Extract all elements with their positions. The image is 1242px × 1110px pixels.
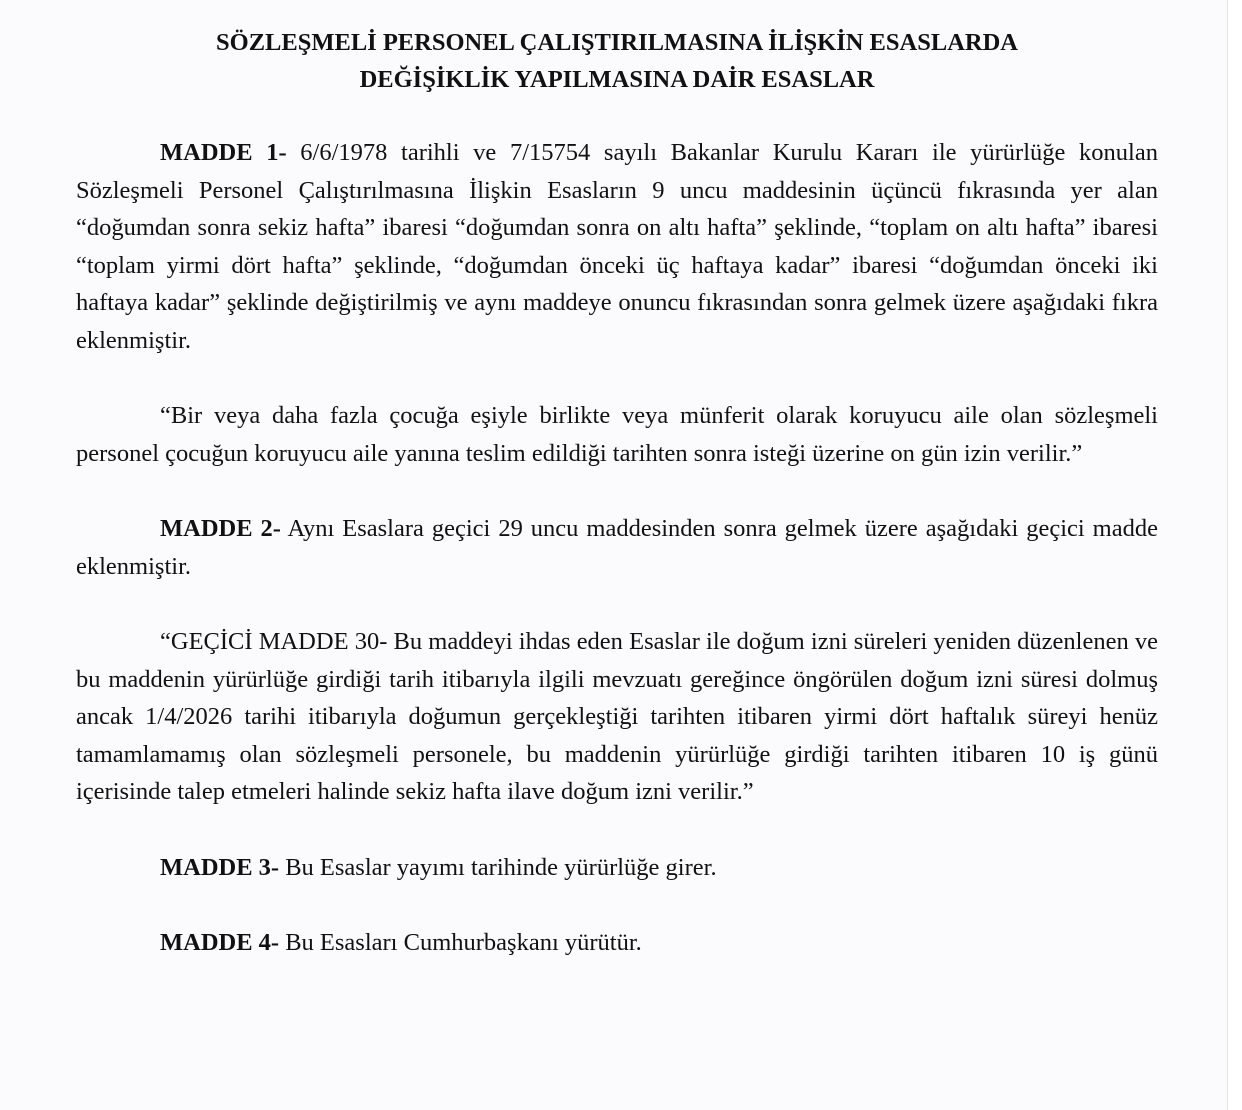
document-body [76,24,1158,962]
article-4-label: MADDE 4- [160,929,280,956]
quoted-paragraph-2: “GEÇİCİ MADDE 30- Bu maddeyi ihdas eden Esaslar ile doğum izni süreleri yeniden düzenlenen ve bu maddenin yürürlüğe girdiği tarih itibarıyla ilgili mevzuatı gereğince öngörülen doğum izni süresi dolmuş ancak 1/4/2026 tarihi itibarıyla doğumun gerçekleştiği tarihten itibaren yirmi dört haftalık süreyi henüz tamamlamamış olan sözleşmeli personele, bu maddenin yürürlüğe girdiği tarihten itibaren 10 iş günü içerisinde talep etmeleri halinde sekiz hafta ilave doğum izni verilir.” [76,628,1158,805]
article-2-label: MADDE 2- [160,515,281,542]
article-3 [76,849,1158,887]
article-4-text: Bu Esasları Cumhurbaşkanı yürütür. [279,929,642,956]
article-2 [76,510,1158,585]
article-3-text: Bu Esaslar yayımı tarihinde yürürlüğe girer. [279,853,717,881]
article-2-text: Aynı Esaslara geçici 29 uncu maddesinden sonra gelmek üzere aşağıdaki geçici madde eklenmiştir. [76,515,1158,580]
article-4 [76,924,1158,962]
article-1 [76,134,1158,359]
article-3-label: MADDE 3- [160,853,280,881]
quoted-paragraph-1: “Bir veya daha fazla çocuğa eşiyle birlikte veya münferit olarak koruyucu aile olan sözleşmeli personel çocuğun koruyucu aile yanına teslim edildiği tarihten sonra isteği üzerine on gün izin verilir.” [76,402,1158,467]
title-line-1: SÖZLEŞMELİ PERSONEL ÇALIŞTIRILMASINA İLİŞKİN ESASLARDA [216,29,1018,56]
page-edge [1228,0,1242,1110]
article-1-label: MADDE 1- [160,139,287,166]
article-1-text: 6/6/1978 tarihli ve 7/15754 sayılı Bakanlar Kurulu Kararı ile yürürlüğe konulan Sözleşmeli Personel Çalıştırılmasına İlişkin Esasların 9 uncu maddesinin üçüncü fıkrasında yer alan “doğumdan sonra sekiz hafta” ibaresi “doğumdan sonra on altı hafta” şeklinde, “toplam on altı hafta” ibaresi “toplam yirmi dört hafta” şeklinde, “doğumdan önceki üç haftaya kadar” ibaresi “doğumdan önceki iki haftaya kadar” şeklinde değiştirilmiş ve aynı maddeye onuncu fıkrasından sonra gelmek üzere aşağıdaki fıkra eklenmiştir. [76,139,1158,354]
title-line-2: DEĞİŞİKLİK YAPILMASINA DAİR ESASLAR [359,66,875,93]
document-title [76,24,1158,98]
